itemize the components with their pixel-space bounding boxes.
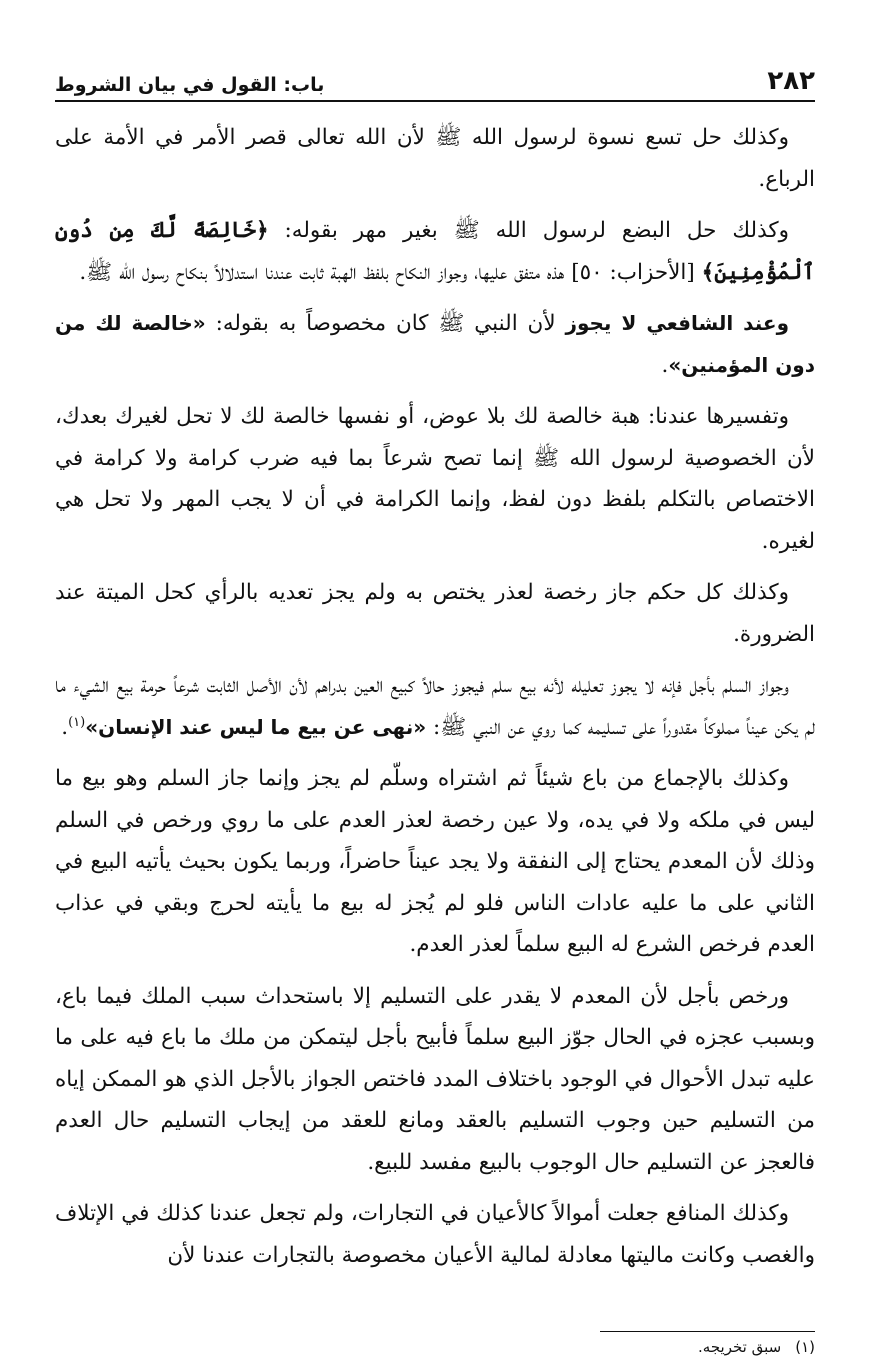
paragraph-text: لأن النبي ﷺ كان مخصوصاً به بقوله: — [205, 311, 566, 336]
paragraph — [55, 210, 815, 293]
paragraph — [55, 303, 815, 386]
bold-quote: «خالصة لك من دون المؤمنين» — [55, 311, 815, 377]
bold-phrase: وعند الشافعي لا يجوز — [565, 311, 789, 335]
paragraph: وكذلك بالإجماع من باع شيئاً ثم اشتراه وسلّم لم يجز وإنما جاز السلم وهو بيع ما ليس في ملكه ولا في يده، ولا عين رخصة لعذر العدم على ما روي ورخص في السلم وذلك لأن المعدم يحتاج إلى النفقة ولا يجد عيناً حاضراً، وربما يكون بحيث يأتيه البيع في الثاني على ما عليه عادات الناس فلو لم يُجز له بيع ما يأيته لحرج وبقي في عذاب العدم فرخص الشرع له البيع سلماً لعذر العدم. — [55, 766, 815, 957]
paragraph-text: [الأحزاب: ٥٠] هذه متفق عليها، وجواز النكاح بلفظ الهبة ثابت عندنا استدلالاً بنكاح رسول الله ﷺ. — [79, 259, 702, 285]
running-title: باب: القول في بيان الشروط — [55, 74, 325, 96]
footnote-reference[interactable]: (١) — [68, 714, 86, 730]
paragraph: وكذلك حل تسع نسوة لرسول الله ﷺ لأن الله تعالى قصر الأمر في الأمة على الرباع. — [55, 125, 815, 192]
paragraph-text: . — [661, 352, 669, 378]
paragraph: وكذلك كل حكم جاز رخصة لعذر يختص به ولم يجز تعديه بالرأي كحل الميتة عند الضرورة. — [55, 580, 815, 647]
paragraph: ورخص بأجل لأن المعدم لا يقدر على التسليم إلا باستحداث سبب الملك فيما باع، وبسبب عجزه في الحال جوّز البيع سلماً فأبيح بأجل ليتمكن من ملك ما باع فيه على ما عليه تبدل الأحوال في الوجود باختلاف المدد فاختص الجواز بالأجل الذي هو الممكن إياه من التسليم حين وجوب التسليم بالعقد ومانع للعقد من إيجاب التسليم حال العدم فالعجز عن التسليم حال الوجوب بالبيع مفسد للبيع. — [55, 983, 815, 1175]
main-text — [55, 117, 815, 1286]
page-number: ٢٨٢ — [767, 66, 815, 96]
paragraph-text: وجواز السلم بأجل فإنه لا يجوز تعليله لأنه بيع سلم فيجوز حالاً كبيع العين بدراهم لأن الأصل الثابت شرعاً حرمة بيع الشيء ما لم يكن عيناً مملوكاً مقدوراً على تسليمه كما روي عن النبي ﷺ: — [55, 673, 815, 740]
footnote-divider — [600, 1331, 815, 1332]
page-header — [55, 56, 815, 102]
paragraph-text: . — [61, 714, 69, 740]
footnote — [698, 1338, 815, 1356]
hadith-quote: «نهى عن بيع ما ليس عند الإنسان» — [85, 714, 427, 739]
paragraph — [55, 665, 815, 748]
footnote-number: (١) — [795, 1338, 815, 1356]
paragraph: وكذلك المنافع جعلت أموالاً كالأعيان في التجارات، ولم تجعل عندنا كذلك في الإتلاف والغصب وكانت ماليتها معادلة لمالية الأعيان مخصوصة بالتجارات عندنا لأن — [55, 1201, 815, 1268]
paragraph: وتفسيرها عندنا: هبة خالصة لك بلا عوض، أو نفسها خالصة لك لا تحل لغيرك بعدك، لأن الخصوصية لرسول الله ﷺ إنما تصح شرعاً بما فيه ضرب كرامة ولا كرامة في الاختصاص بالتكلم بلفظ دون لفظ، وإنما الكرامة في أن لا يجب المهر ولا تحل هي لغيره. — [55, 404, 815, 554]
footnote-text: سبق تخريجه. — [698, 1338, 782, 1356]
paragraph-text: وكذلك حل البضع لرسول الله ﷺ بغير مهر بقوله: — [268, 218, 789, 243]
quran-verse: ﴿خَالِصَةً لَّكَ مِن دُونِ ٱلْمُؤْمِنِينَ﴾ — [55, 218, 815, 285]
